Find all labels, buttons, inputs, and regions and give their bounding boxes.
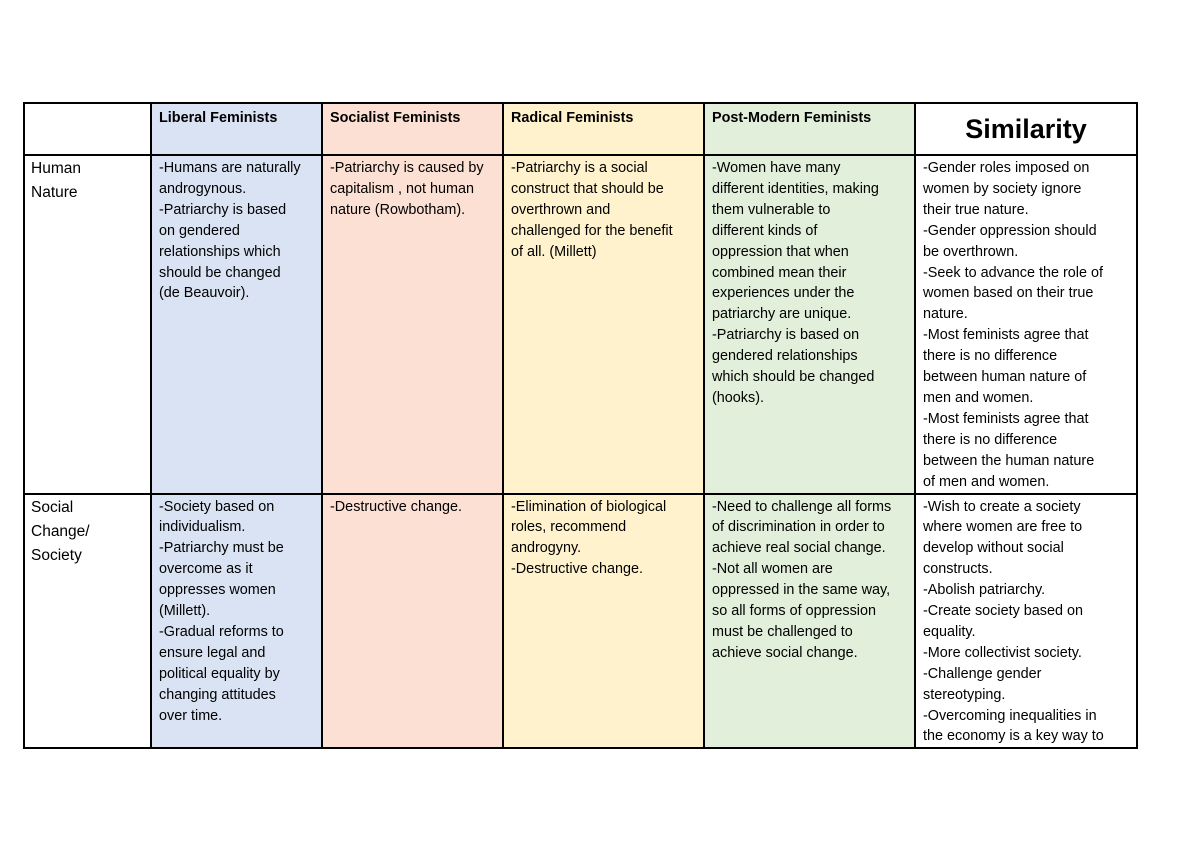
cell-text-line: capitalism , not human (330, 180, 474, 197)
cell-text-line: women by society ignore (923, 180, 1082, 197)
cell-text-line: stereotyping. (923, 686, 1006, 703)
cell-postmodern-human-nature (704, 155, 915, 494)
cell-text-line: -Society based on (159, 498, 275, 515)
cell-text-line: -Gradual reforms to (159, 623, 284, 640)
feminism-comparison-table (23, 102, 1138, 749)
cell-text-line: between the human nature (923, 452, 1095, 469)
cell-text-line: men and women. (923, 389, 1034, 406)
cell-text-line: between human nature of (923, 369, 1087, 386)
cell-text-line: combined mean their (712, 264, 847, 281)
cell-text-line: Change/ (31, 522, 90, 540)
cell-text-line: of all. (Millett) (511, 243, 597, 260)
cell-similarity-social-change (915, 494, 1137, 749)
cell-text-line: achieve social change. (712, 644, 858, 661)
header-socialist-feminists: Socialist Feminists (322, 103, 503, 155)
cell-liberal-social-change (151, 494, 322, 749)
cell-text-line: -Not all women are (712, 561, 833, 578)
cell-text-line: Nature (31, 184, 78, 201)
cell-text-line: -Patriarchy is based on (712, 327, 860, 344)
cell-text-line: overthrown and (511, 201, 611, 218)
cell-text-line: relationships which (159, 243, 281, 260)
cell-text-line: -Women have many (712, 160, 841, 176)
cell-text-line: be overthrown. (923, 243, 1019, 260)
cell-socialist-social-change (322, 494, 503, 749)
cell-text-line: develop without social (923, 540, 1064, 557)
cell-text-line: roles, recommend (511, 519, 627, 536)
cell-text-line: oppressed in the same way, (712, 582, 891, 599)
cell-text-line: them vulnerable to (712, 201, 831, 218)
row-label-human-nature (24, 155, 151, 494)
cell-text-line: -Overcoming inequalities in (923, 707, 1097, 724)
cell-text-line: their true nature. (923, 201, 1029, 218)
cell-text-line: different identities, making (712, 180, 879, 197)
header-corner (24, 103, 151, 155)
cell-text-line: Social (31, 498, 74, 516)
cell-text-line: challenged for the benefit (511, 222, 673, 239)
cell-text-line: androgyny. (511, 540, 582, 557)
cell-text-line: experiences under the (712, 285, 855, 302)
cell-text-line: -Elimination of biological (511, 498, 667, 515)
cell-text-line: constructs. (923, 561, 993, 578)
cell-text-line: should be changed (159, 264, 281, 281)
cell-text-line: -Most feminists agree that (923, 410, 1089, 427)
cell-text-line: -Patriarchy is based (159, 201, 287, 218)
cell-text-line: of men and women. (923, 473, 1050, 490)
cell-text-line: -Patriarchy is caused by (330, 160, 484, 176)
cell-text-line: oppresses women (159, 582, 276, 599)
header-row (24, 103, 1137, 155)
cell-text-line: ensure legal and (159, 644, 266, 661)
cell-text-line: construct that should be (511, 180, 664, 197)
header-similarity: Similarity (915, 103, 1137, 155)
cell-text-line: there is no difference (923, 348, 1058, 365)
cell-text-line: different kinds of (712, 222, 818, 239)
cell-text-line: -Need to challenge all forms (712, 498, 892, 515)
cell-text-line: the economy is a key way to (923, 728, 1104, 745)
cell-text-line: patriarchy are unique. (712, 306, 852, 323)
cell-text-line: must be challenged to (712, 623, 853, 640)
cell-text-line: androgynous. (159, 180, 247, 197)
header-post-modern-feminists: Post-Modern Feminists (704, 103, 915, 155)
cell-text-line: -Patriarchy is a social (511, 160, 648, 176)
cell-text-line: -More collectivist society. (923, 644, 1082, 661)
cell-text-line: women based on their true (923, 285, 1094, 302)
cell-text-line: Society (31, 546, 82, 564)
cell-text-line: which should be changed (712, 369, 875, 386)
cell-radical-human-nature (503, 155, 704, 494)
cell-text-line: -Abolish patriarchy. (923, 582, 1046, 599)
cell-text-line: where women are free to (923, 519, 1083, 536)
cell-text-line: -Create society based on (923, 603, 1083, 620)
cell-text-line: equality. (923, 623, 976, 640)
cell-liberal-human-nature (151, 155, 322, 494)
cell-text-line: nature. (923, 306, 968, 323)
cell-text-line: -Humans are naturally (159, 160, 301, 176)
cell-text-line: (Millett). (159, 603, 211, 620)
cell-text-line: individualism. (159, 519, 246, 536)
cell-text-line: achieve real social change. (712, 540, 886, 557)
cell-text-line: oppression that when (712, 243, 849, 260)
cell-text-line: political equality by (159, 665, 280, 682)
cell-similarity-human-nature (915, 155, 1137, 494)
cell-text-line: -Gender oppression should (923, 222, 1097, 239)
table-row-human-nature (24, 155, 1137, 494)
cell-socialist-human-nature (322, 155, 503, 494)
table-row-social-change (24, 494, 1137, 749)
cell-text-line: there is no difference (923, 431, 1058, 448)
cell-text-line: so all forms of oppression (712, 603, 876, 620)
cell-text-line: changing attitudes (159, 686, 276, 703)
header-liberal-feminists: Liberal Feminists (151, 103, 322, 155)
cell-text-line: overcome as it (159, 561, 253, 578)
cell-text-line: on gendered (159, 222, 240, 239)
cell-text-line: -Patriarchy must be (159, 540, 284, 557)
row-label-social-change (24, 494, 151, 749)
cell-text-line: -Seek to advance the role of (923, 264, 1103, 281)
cell-text-line: Human (31, 160, 81, 177)
cell-text-line: -Wish to create a society (923, 498, 1081, 515)
cell-text-line: -Destructive change. (511, 561, 643, 578)
cell-text-line: gendered relationships (712, 348, 858, 365)
cell-text-line: -Gender roles imposed on (923, 160, 1090, 176)
cell-text-line: -Destructive change. (330, 498, 462, 515)
cell-radical-social-change (503, 494, 704, 749)
cell-text-line: nature (Rowbotham). (330, 201, 466, 218)
cell-postmodern-social-change (704, 494, 915, 749)
cell-text-line: of discrimination in order to (712, 519, 885, 536)
cell-text-line: over time. (159, 707, 223, 724)
cell-text-line: (hooks). (712, 389, 764, 406)
header-radical-feminists: Radical Feminists (503, 103, 704, 155)
cell-text-line: (de Beauvoir). (159, 285, 250, 302)
cell-text-line: -Challenge gender (923, 665, 1042, 682)
cell-text-line: -Most feminists agree that (923, 327, 1089, 344)
